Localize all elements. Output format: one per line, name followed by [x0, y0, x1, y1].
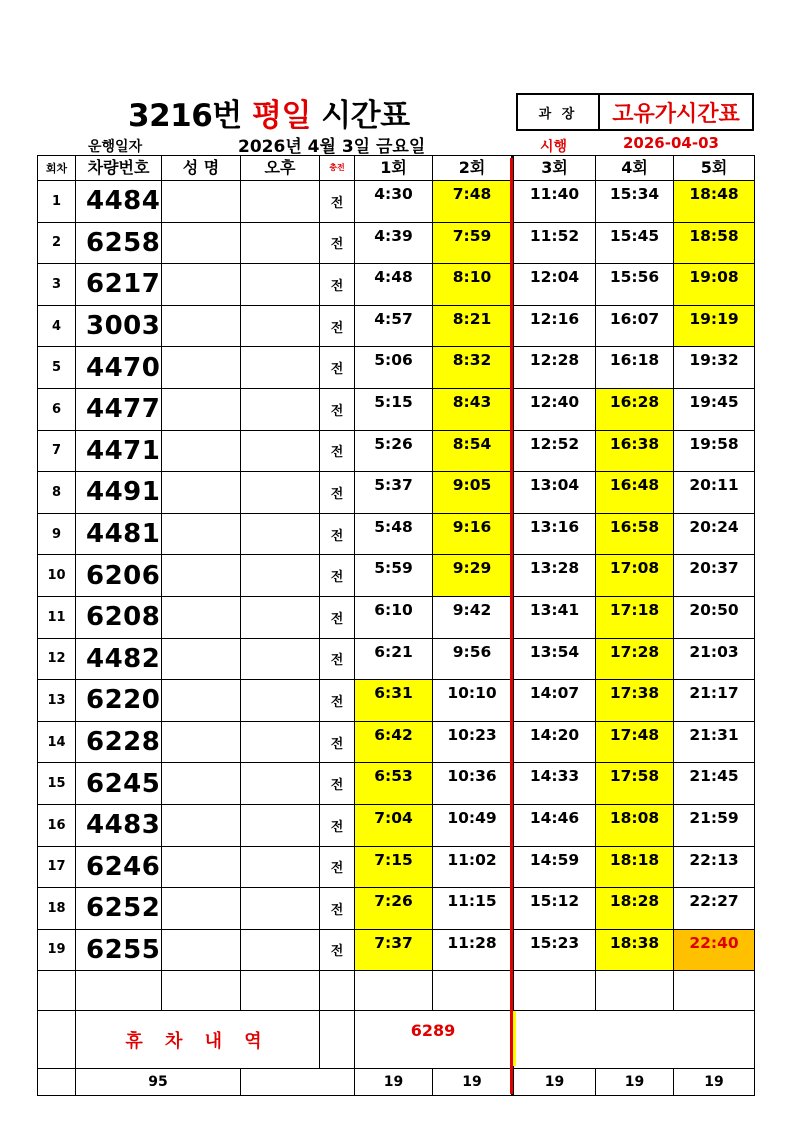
header-row	[38, 156, 755, 181]
bus-number: 6228	[76, 721, 162, 763]
kwajang-box: 과 장	[516, 93, 600, 131]
afternoon-cell	[241, 680, 320, 722]
trip-number: 16	[38, 804, 76, 846]
driver-name-cell	[162, 305, 241, 347]
trip-number: 11	[38, 596, 76, 638]
empty-cell	[38, 971, 76, 1011]
time-cell-round-1: 5:37	[355, 472, 433, 514]
afternoon-cell	[241, 846, 320, 888]
time-cell-round-4: 17:28	[596, 638, 674, 680]
time-cell-round-5: 19:32	[674, 347, 755, 389]
time-cell-round-4: 18:08	[596, 804, 674, 846]
time-cell-round-3: 12:04	[513, 264, 596, 306]
empty-cell	[355, 971, 433, 1011]
driver-name-cell	[162, 846, 241, 888]
time-cell-round-4: 17:18	[596, 596, 674, 638]
time-cell-round-2: 10:36	[433, 763, 513, 805]
afternoon-cell	[241, 638, 320, 680]
driver-name-cell	[162, 804, 241, 846]
bus-number: 6246	[76, 846, 162, 888]
time-cell-round-4: 16:58	[596, 513, 674, 555]
driver-name-cell	[162, 181, 241, 223]
time-cell-round-3: 12:28	[513, 347, 596, 389]
time-cell-round-3: 12:52	[513, 430, 596, 472]
time-cell-round-4: 16:18	[596, 347, 674, 389]
bus-number: 4484	[76, 181, 162, 223]
driver-name-cell	[162, 763, 241, 805]
bus-number: 4471	[76, 430, 162, 472]
bus-number: 6220	[76, 680, 162, 722]
table-row	[38, 264, 755, 306]
trip-number: 8	[38, 472, 76, 514]
time-cell-round-1: 6:42	[355, 721, 433, 763]
time-cell-round-5: 19:58	[674, 430, 755, 472]
charge-cell: 전	[320, 181, 355, 223]
charge-cell: 전	[320, 846, 355, 888]
time-cell-round-4: 15:45	[596, 222, 674, 264]
time-cell-round-5: 22:13	[674, 846, 755, 888]
time-cell-round-4: 15:34	[596, 181, 674, 223]
trip-number: 5	[38, 347, 76, 389]
time-cell-round-4: 16:48	[596, 472, 674, 514]
time-cell-round-3: 12:40	[513, 388, 596, 430]
afternoon-cell	[241, 222, 320, 264]
afternoon-cell	[241, 888, 320, 930]
time-cell-round-4: 18:18	[596, 846, 674, 888]
charge-cell: 전	[320, 472, 355, 514]
charge-cell: 전	[320, 388, 355, 430]
bus-number: 6206	[76, 555, 162, 597]
time-cell-round-1: 5:26	[355, 430, 433, 472]
time-cell-round-5: 20:50	[674, 596, 755, 638]
trip-number: 1	[38, 181, 76, 223]
afternoon-cell	[241, 181, 320, 223]
time-cell-round-1: 7:37	[355, 929, 433, 971]
table-row	[38, 804, 755, 846]
empty-cell	[513, 1011, 755, 1069]
afternoon-cell	[241, 596, 320, 638]
trip-number: 9	[38, 513, 76, 555]
table-row	[38, 929, 755, 971]
time-cell-round-5: 18:58	[674, 222, 755, 264]
time-cell-round-1: 4:57	[355, 305, 433, 347]
time-cell-round-1: 6:31	[355, 680, 433, 722]
time-cell-round-3: 13:16	[513, 513, 596, 555]
driver-name-cell	[162, 222, 241, 264]
charge-cell: 전	[320, 804, 355, 846]
time-cell-round-2: 8:54	[433, 430, 513, 472]
time-cell-round-1: 5:59	[355, 555, 433, 597]
empty-cell	[320, 1011, 355, 1069]
bus-number: 6258	[76, 222, 162, 264]
bus-number: 4483	[76, 804, 162, 846]
bus-number: 6252	[76, 888, 162, 930]
afternoon-cell	[241, 513, 320, 555]
charge-cell: 전	[320, 430, 355, 472]
table-row	[38, 680, 755, 722]
time-cell-round-2: 10:49	[433, 804, 513, 846]
empty-cell	[433, 971, 513, 1011]
time-cell-round-2: 10:23	[433, 721, 513, 763]
driver-name-cell	[162, 513, 241, 555]
table-row	[38, 222, 755, 264]
time-cell-round-2: 9:16	[433, 513, 513, 555]
afternoon-cell	[241, 264, 320, 306]
empty-cell	[596, 971, 674, 1011]
afternoon-cell	[241, 388, 320, 430]
col-header-round-5: 5회	[674, 156, 755, 181]
time-cell-round-1: 7:26	[355, 888, 433, 930]
time-cell-round-1: 7:15	[355, 846, 433, 888]
empty-cell	[38, 1011, 76, 1069]
time-cell-round-2: 8:32	[433, 347, 513, 389]
time-cell-round-4: 17:58	[596, 763, 674, 805]
trip-number: 4	[38, 305, 76, 347]
total-round-2: 19	[433, 1069, 513, 1096]
empty-cell	[513, 971, 596, 1011]
trip-number: 6	[38, 388, 76, 430]
time-cell-round-4: 18:28	[596, 888, 674, 930]
time-cell-round-1: 4:39	[355, 222, 433, 264]
afternoon-cell	[241, 555, 320, 597]
time-cell-round-2: 9:56	[433, 638, 513, 680]
driver-name-cell	[162, 555, 241, 597]
afternoon-cell	[241, 763, 320, 805]
col-header-no: 회차	[38, 156, 76, 181]
table-row	[38, 347, 755, 389]
time-cell-round-4: 16:38	[596, 430, 674, 472]
driver-name-cell	[162, 680, 241, 722]
driver-name-cell	[162, 472, 241, 514]
time-cell-round-5: 20:37	[674, 555, 755, 597]
time-cell-round-2: 9:05	[433, 472, 513, 514]
charge-cell: 전	[320, 929, 355, 971]
bus-number: 6245	[76, 763, 162, 805]
time-cell-round-5: 18:48	[674, 181, 755, 223]
rest-vehicle-row	[38, 1011, 755, 1069]
time-cell-round-5: 19:19	[674, 305, 755, 347]
table-row	[38, 513, 755, 555]
timetable	[37, 155, 755, 1096]
trip-number: 12	[38, 638, 76, 680]
time-cell-round-3: 13:28	[513, 555, 596, 597]
charge-cell: 전	[320, 721, 355, 763]
time-cell-round-4: 18:38	[596, 929, 674, 971]
empty-cell	[162, 971, 241, 1011]
table-row	[38, 388, 755, 430]
table-row	[38, 763, 755, 805]
effective-date: 2026-04-03	[623, 134, 719, 152]
time-cell-round-3: 11:52	[513, 222, 596, 264]
trip-number: 3	[38, 264, 76, 306]
total-trips: 95	[76, 1069, 241, 1096]
empty-cell	[241, 1069, 355, 1096]
bus-number: 6217	[76, 264, 162, 306]
time-cell-round-1: 6:53	[355, 763, 433, 805]
time-cell-round-3: 14:46	[513, 804, 596, 846]
time-cell-round-2: 11:02	[433, 846, 513, 888]
blank-row	[38, 971, 755, 1011]
total-round-4: 19	[596, 1069, 674, 1096]
empty-cell	[674, 971, 755, 1011]
bus-number: 4477	[76, 388, 162, 430]
time-cell-round-5: 22:27	[674, 888, 755, 930]
date-label: 운행일자	[88, 139, 143, 155]
table-row	[38, 888, 755, 930]
time-cell-round-3: 13:04	[513, 472, 596, 514]
bus-number: 6255	[76, 929, 162, 971]
col-header-bus: 차량번호	[76, 156, 162, 181]
time-cell-round-5: 22:40	[674, 929, 755, 971]
col-header-charge: 충전	[320, 156, 355, 181]
col-header-name: 성 명	[162, 156, 241, 181]
title-weekday: 평일	[252, 98, 311, 134]
table-row	[38, 472, 755, 514]
total-round-3: 19	[513, 1069, 596, 1096]
rest-vehicle-label: 휴 차 내 역	[76, 1011, 320, 1069]
trip-number: 14	[38, 721, 76, 763]
bus-number: 4481	[76, 513, 162, 555]
time-cell-round-5: 21:17	[674, 680, 755, 722]
time-cell-round-3: 12:16	[513, 305, 596, 347]
empty-cell	[76, 971, 162, 1011]
time-cell-round-1: 5:06	[355, 347, 433, 389]
col-header-round-2: 2회	[433, 156, 513, 181]
goyu-timetable-box: 고유가시간표	[598, 93, 754, 131]
time-cell-round-5: 20:11	[674, 472, 755, 514]
time-cell-round-4: 16:07	[596, 305, 674, 347]
table-row	[38, 430, 755, 472]
col-header-round-3: 3회	[513, 156, 596, 181]
bus-number: 4470	[76, 347, 162, 389]
rest-vehicle-number: 6289	[355, 1011, 513, 1069]
col-header-pm: 오후	[241, 156, 320, 181]
charge-cell: 전	[320, 264, 355, 306]
charge-cell: 전	[320, 513, 355, 555]
time-cell-round-1: 5:15	[355, 388, 433, 430]
time-cell-round-5: 19:45	[674, 388, 755, 430]
time-cell-round-2: 7:48	[433, 181, 513, 223]
time-cell-round-3: 11:40	[513, 181, 596, 223]
time-cell-round-2: 10:10	[433, 680, 513, 722]
trip-number: 13	[38, 680, 76, 722]
time-cell-round-5: 19:08	[674, 264, 755, 306]
time-cell-round-3: 14:07	[513, 680, 596, 722]
empty-cell	[320, 971, 355, 1011]
driver-name-cell	[162, 638, 241, 680]
time-cell-round-5: 21:59	[674, 804, 755, 846]
time-cell-round-2: 9:42	[433, 596, 513, 638]
bus-number: 4491	[76, 472, 162, 514]
trip-number: 19	[38, 929, 76, 971]
time-cell-round-5: 20:24	[674, 513, 755, 555]
time-cell-round-4: 15:56	[596, 264, 674, 306]
afternoon-cell	[241, 721, 320, 763]
time-cell-round-2: 8:21	[433, 305, 513, 347]
trip-number: 17	[38, 846, 76, 888]
time-cell-round-3: 15:23	[513, 929, 596, 971]
divider-red-line	[510, 158, 513, 1094]
charge-cell: 전	[320, 305, 355, 347]
table-row	[38, 596, 755, 638]
bus-number: 6208	[76, 596, 162, 638]
time-cell-round-3: 13:41	[513, 596, 596, 638]
driver-name-cell	[162, 388, 241, 430]
title-route: 3216번	[128, 98, 253, 134]
charge-cell: 전	[320, 555, 355, 597]
time-cell-round-3: 14:20	[513, 721, 596, 763]
charge-cell: 전	[320, 680, 355, 722]
page-title	[128, 90, 410, 135]
trip-number: 7	[38, 430, 76, 472]
afternoon-cell	[241, 472, 320, 514]
charge-cell: 전	[320, 638, 355, 680]
trip-number: 18	[38, 888, 76, 930]
time-cell-round-4: 16:28	[596, 388, 674, 430]
driver-name-cell	[162, 888, 241, 930]
trip-number: 10	[38, 555, 76, 597]
trip-number: 15	[38, 763, 76, 805]
time-cell-round-1: 7:04	[355, 804, 433, 846]
total-round-1: 19	[355, 1069, 433, 1096]
driver-name-cell	[162, 347, 241, 389]
time-cell-round-5: 21:31	[674, 721, 755, 763]
time-cell-round-3: 14:33	[513, 763, 596, 805]
table-row	[38, 181, 755, 223]
time-cell-round-4: 17:08	[596, 555, 674, 597]
time-cell-round-3: 13:54	[513, 638, 596, 680]
driver-name-cell	[162, 264, 241, 306]
divider-yellow-segment	[513, 1011, 516, 1066]
date-value: 2026년 4월 3일 금요일	[238, 137, 426, 157]
time-cell-round-4: 17:38	[596, 680, 674, 722]
total-round-5: 19	[674, 1069, 755, 1096]
afternoon-cell	[241, 347, 320, 389]
charge-cell: 전	[320, 888, 355, 930]
table-row	[38, 721, 755, 763]
table-row	[38, 638, 755, 680]
time-cell-round-2: 8:10	[433, 264, 513, 306]
time-cell-round-5: 21:03	[674, 638, 755, 680]
time-cell-round-5: 21:45	[674, 763, 755, 805]
effective-label: 시행	[540, 139, 568, 155]
time-cell-round-4: 17:48	[596, 721, 674, 763]
time-cell-round-1: 4:48	[355, 264, 433, 306]
afternoon-cell	[241, 430, 320, 472]
time-cell-round-2: 7:59	[433, 222, 513, 264]
table-row	[38, 846, 755, 888]
col-header-round-4: 4회	[596, 156, 674, 181]
charge-cell: 전	[320, 222, 355, 264]
afternoon-cell	[241, 305, 320, 347]
empty-cell	[38, 1069, 76, 1096]
time-cell-round-2: 9:29	[433, 555, 513, 597]
driver-name-cell	[162, 430, 241, 472]
time-cell-round-2: 8:43	[433, 388, 513, 430]
col-header-round-1: 1회	[355, 156, 433, 181]
time-cell-round-1: 5:48	[355, 513, 433, 555]
empty-cell	[241, 971, 320, 1011]
driver-name-cell	[162, 721, 241, 763]
afternoon-cell	[241, 929, 320, 971]
totals-row	[38, 1069, 755, 1096]
table-row	[38, 305, 755, 347]
bus-number: 4482	[76, 638, 162, 680]
table-row	[38, 555, 755, 597]
time-cell-round-3: 15:12	[513, 888, 596, 930]
afternoon-cell	[241, 804, 320, 846]
charge-cell: 전	[320, 347, 355, 389]
driver-name-cell	[162, 929, 241, 971]
charge-cell: 전	[320, 596, 355, 638]
time-cell-round-1: 4:30	[355, 181, 433, 223]
driver-name-cell	[162, 596, 241, 638]
time-cell-round-1: 6:10	[355, 596, 433, 638]
time-cell-round-2: 11:15	[433, 888, 513, 930]
time-cell-round-3: 14:59	[513, 846, 596, 888]
time-cell-round-1: 6:21	[355, 638, 433, 680]
time-cell-round-2: 11:28	[433, 929, 513, 971]
bus-number: 3003	[76, 305, 162, 347]
trip-number: 2	[38, 222, 76, 264]
title-timetable: 시간표	[310, 98, 410, 134]
charge-cell: 전	[320, 763, 355, 805]
